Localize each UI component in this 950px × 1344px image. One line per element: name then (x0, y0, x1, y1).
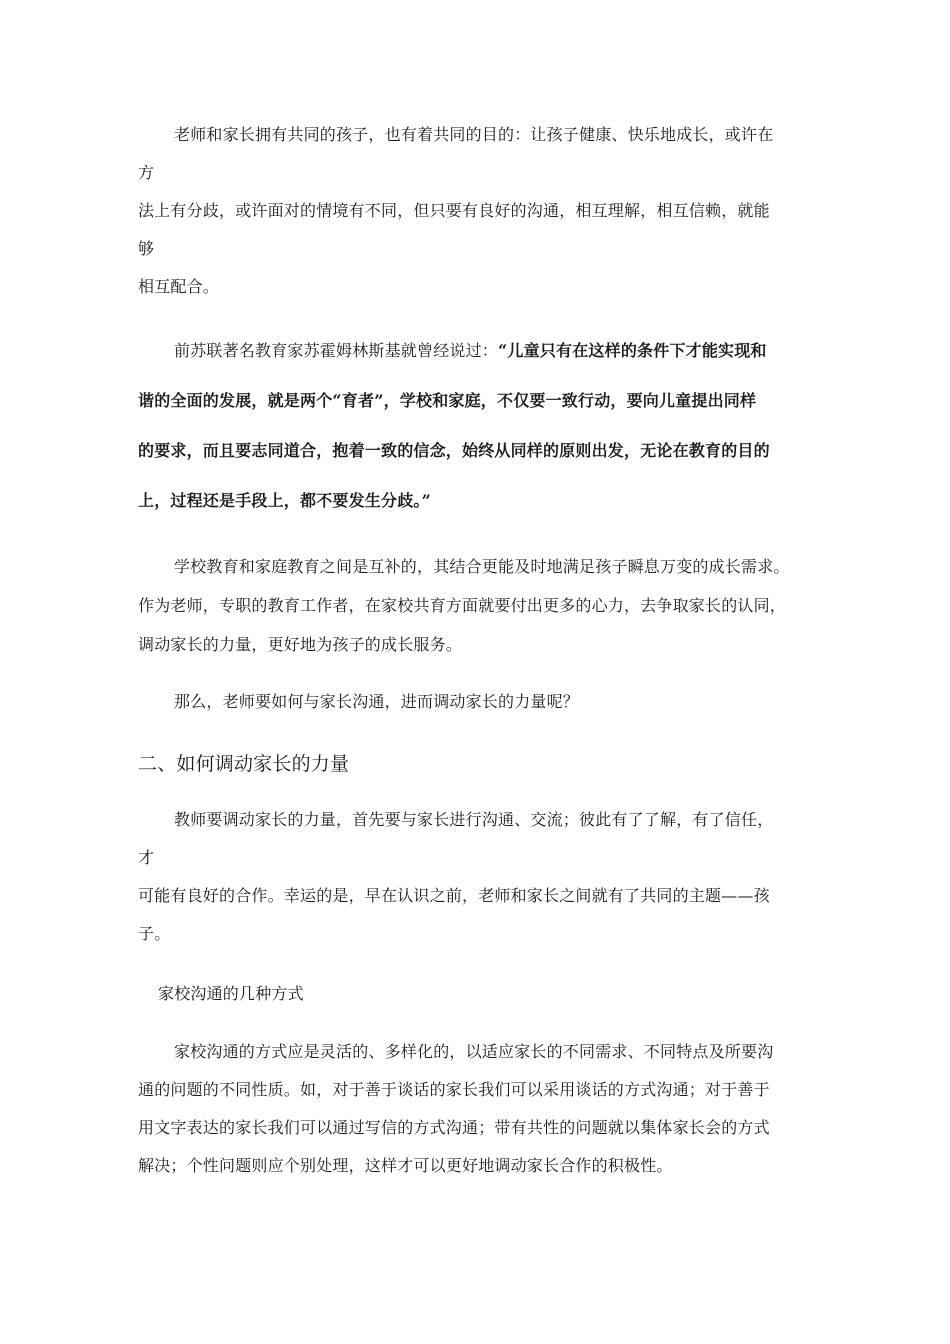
paragraph-line: 那么，老师要如何与家长沟通，进而调动家长的力量呢？ (174, 692, 580, 711)
paragraph-line: 调动家长的力量，更好地为孩子的成长服务。 (138, 635, 463, 654)
quote-text: “儿童只有在这样的条件下才能实现和 (498, 341, 767, 360)
paragraph-line: 通的问题的不同性质。如，对于善于谈话的家长我们可以采用谈话的方式沟通；对于善于 (138, 1080, 770, 1099)
paragraph-line: 相互配合。 (138, 277, 220, 296)
subheading: 家校沟通的几种方式 (158, 984, 304, 1003)
quote-line: 上，过程还是手段上，都不要发生分歧。” (138, 491, 432, 510)
paragraph-line: 可能有良好的合作。幸运的是，早在认识之前，老师和家长之间就有了共同的主题——孩 (138, 886, 770, 905)
quote-line: 谐的全面的发展，就是两个“育者”，学校和家庭，不仅要一致行动，要向儿童提出同样 (138, 391, 757, 410)
paragraph-line: 子。 (138, 924, 171, 943)
paragraph-line: 方 (138, 163, 155, 182)
paragraph-line: 学校教育和家庭教育之间是互补的，其结合更能及时地满足孩子瞬息万变的成长需求。 (174, 557, 790, 576)
section-heading: 二、如何调动家长的力量 (138, 753, 350, 775)
paragraph-line: 教师要调动家长的力量，首先要与家长进行沟通、交流；彼此有了了解，有了信任， (174, 810, 774, 829)
paragraph-line: 法上有分歧，或许面对的情境有不同，但只要有良好的沟通，相互理解，相互信赖，就能 (138, 201, 770, 220)
quote-line: 的要求，而且要志同道合，抱着一致的信念，始终从同样的原则出发，无论在教育的目的 (138, 441, 770, 460)
paragraph-line: 够 (138, 239, 155, 258)
paragraph-line: 老师和家长拥有共同的孩子，也有着共同的目的：让孩子健康、快乐地成长，或许在 (174, 125, 774, 144)
paragraph-line: 作为老师，专职的教育工作者，在家校共育方面就要付出更多的心力，去争取家长的认同， (138, 596, 787, 615)
paragraph-line: 解决；个性问题则应个别处理，这样才可以更好地调动家长合作的积极性。 (138, 1156, 673, 1175)
paragraph-line: 才 (138, 848, 155, 867)
paragraph-line: 用文字表达的家长我们可以通过写信的方式沟通；带有共性的问题就以集体家长会的方式 (138, 1118, 770, 1137)
paragraph-line: 家校沟通的方式应是灵活的、多样化的，以适应家长的不同需求、不同特点及所要沟 (174, 1042, 774, 1061)
quote-lead: 前苏联著名教育家苏霍姆林斯基就曾经说过： (174, 341, 499, 360)
quote-intro (174, 341, 767, 361)
